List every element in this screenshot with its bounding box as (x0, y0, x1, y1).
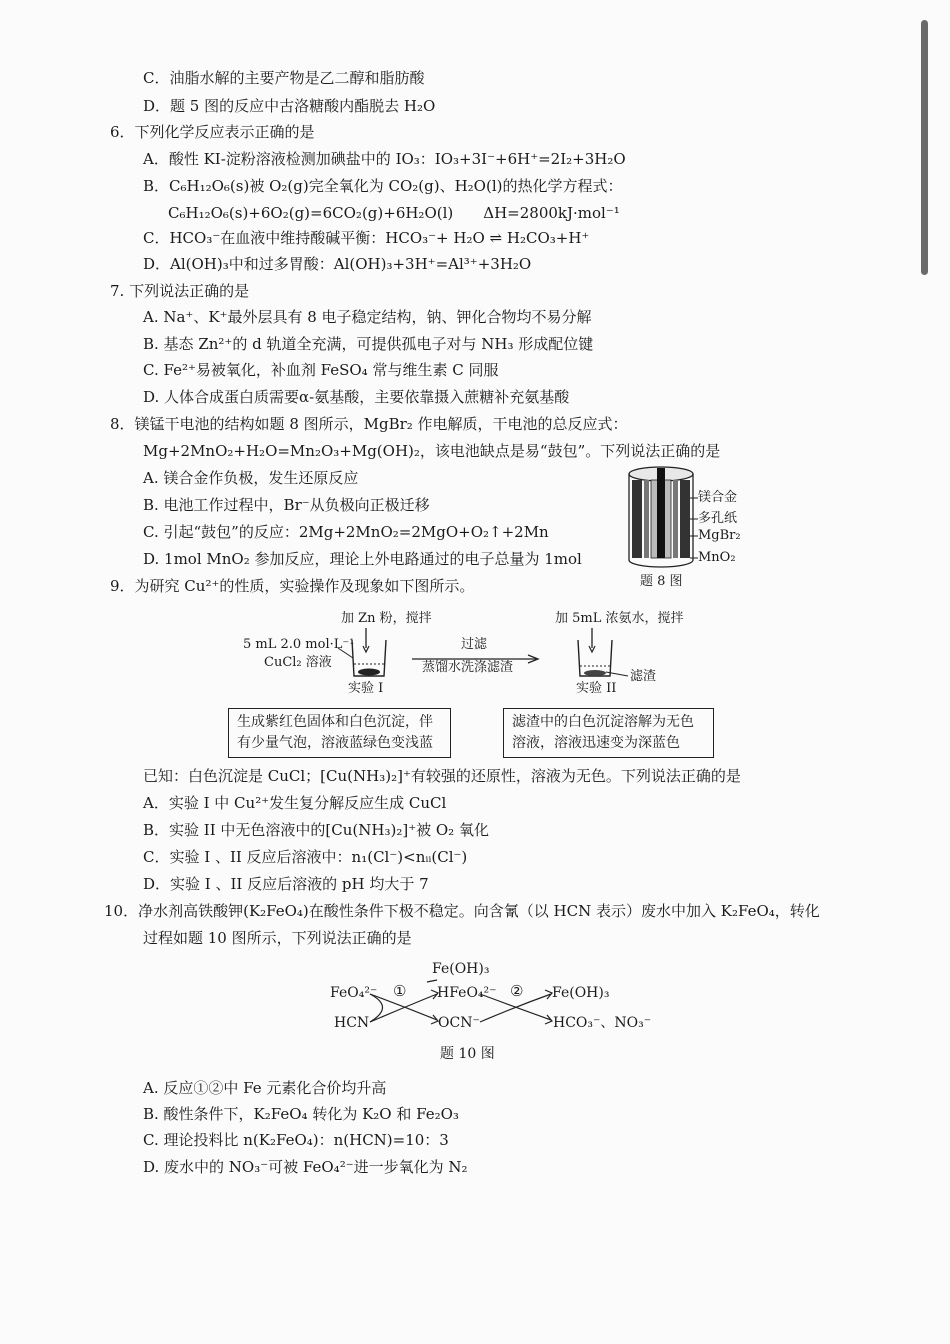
q8-stem-line2: Mg+2MnO₂+H₂O=Mn₂O₃+Mg(OH)₂，该电池缺点是易“鼓包”。下列说法正确的是 (143, 442, 721, 460)
exp2-observation-line1: 滤渣中的白色沉淀溶解为无色 (512, 714, 694, 730)
exp1-observation-box (228, 708, 451, 758)
exp1-observation-line2: 有少量气泡，溶液蓝绿色变浅蓝 (237, 735, 433, 751)
q7-stem: 7. 下列说法正确的是 (110, 282, 250, 300)
beaker-1 (346, 628, 396, 680)
q9-stem: 9．为研究 Cu²⁺的性质，实验操作及现象如下图所示。 (110, 577, 475, 595)
q5-option-d: D．题 5 图的反应中古洛糖酸内酯脱去 H₂O (143, 97, 436, 115)
fig10-arrows (365, 972, 555, 1032)
q10-option-c: C. 理论投料比 n(K₂FeO₄)：n(HCN)=10：3 (143, 1131, 449, 1149)
q9-option-d: D．实验 I 、II 反应后溶液的 pH 均大于 7 (143, 875, 429, 893)
beaker-2 (572, 628, 632, 680)
q8-option-d: D. 1mol MnO₂ 参加反应，理论上外电路通过的电子总量为 1mol (143, 550, 582, 568)
q6-option-d: D．Al(OH)₃中和过多胃酸：Al(OH)₃+3H⁺=Al³⁺+3H₂O (143, 255, 532, 273)
fig10-feoh3-top: Fe(OH)₃ (432, 961, 490, 977)
exp1-solution-name: CuCl₂ 溶液 (264, 655, 332, 670)
fig10-step1: ① (393, 982, 407, 1000)
q5-option-c: C．油脂水解的主要产物是乙二醇和脂肪酸 (143, 69, 425, 87)
q9-option-b: B．实验 II 中无色溶液中的[Cu(NH₃)₂]⁺被 O₂ 氧化 (143, 821, 489, 839)
fig10-products: HCO₃⁻、NO₃⁻ (553, 1015, 652, 1031)
scrollbar[interactable] (921, 20, 928, 275)
fig10-ocn: OCN⁻ (438, 1015, 480, 1031)
fig10-feo4: FeO₄²⁻ (330, 985, 378, 1001)
q8-stem-line1: 8．镁锰干电池的结构如题 8 图所示，MgBr₂ 作电解质，干电池的总反应式： (110, 415, 628, 433)
q9-option-a: A．实验 I 中 Cu²⁺发生复分解反应生成 CuCl (143, 794, 447, 812)
q8-option-a: A. 镁合金作负极，发生还原反应 (143, 469, 359, 487)
fig10-hfeo4: HFeO₄²⁻ (437, 985, 497, 1001)
label-mgbr2: MgBr₂ (698, 528, 741, 543)
fig8-caption: 题 8 图 (640, 574, 683, 589)
fig10-step2: ② (510, 982, 524, 1000)
arrow-step-top: 过滤 (461, 637, 488, 652)
exp2-observation-line2: 溶液，溶液迅速变为深蓝色 (512, 735, 680, 751)
fig10-hcn: HCN (334, 1015, 370, 1031)
fig10-caption: 题 10 图 (440, 1046, 495, 1062)
exp1-solution-conc: 5 mL 2.0 mol·L⁻¹ (243, 637, 355, 652)
fig10-feoh3-right: Fe(OH)₃ (552, 985, 610, 1001)
q10-stem-line2: 过程如题 10 图所示，下列说法正确的是 (143, 929, 412, 947)
q9-option-c: C．实验 I 、II 反应后溶液中：n₁(Cl⁻)<nᵢᵢ(Cl⁻) (143, 848, 468, 866)
arrow-step-bottom: 蒸馏水洗涤滤渣 (422, 660, 514, 675)
exp2-observation-box (503, 708, 714, 758)
exp2-residue-label: 滤渣 (630, 669, 657, 684)
exp1-reagent: 加 Zn 粉，搅拌 (341, 611, 432, 626)
q6-option-b-line2: C₆H₁₂O₆(s)+6O₂(g)=6CO₂(g)+6H₂O(l) ΔH=2800kJ·mol⁻¹ (168, 204, 620, 222)
exp2-reagent: 加 5mL 浓氨水，搅拌 (555, 611, 684, 626)
exp2-label: 实验 II (576, 681, 617, 696)
exp1-label: 实验 I (348, 681, 384, 696)
exp1-observation-line1: 生成紫红色固体和白色沉淀，伴 (237, 714, 433, 730)
battery-diagram (626, 466, 696, 570)
q10-option-b: B. 酸性条件下，K₂FeO₄ 转化为 K₂O 和 Fe₂O₃ (143, 1105, 459, 1123)
q7-option-c: C. Fe²⁺易被氧化，补血剂 FeSO₄ 常与维生素 C 同服 (143, 361, 499, 379)
q8-option-b: B. 电池工作过程中，Br⁻从负极向正极迁移 (143, 496, 430, 514)
label-porous-paper: 多孔纸 (698, 511, 738, 526)
q6-stem: 6．下列化学反应表示正确的是 (110, 123, 315, 141)
q7-option-b: B. 基态 Zn²⁺的 d 轨道全充满，可提供孤电子对与 NH₃ 形成配位键 (143, 335, 594, 353)
q9-known: 已知：白色沉淀是 CuCl；[Cu(NH₃)₂]⁺有较强的还原性，溶液为无色。下列说法正确的是 (143, 767, 741, 785)
q10-stem-line1: 10．净水剂高铁酸钾(K₂FeO₄)在酸性条件下极不稳定。向含氰（以 HCN 表示）废水中加入 K₂FeO₄，转化 (104, 902, 820, 920)
q6-option-b-line1: B．C₆H₁₂O₆(s)被 O₂(g)完全氧化为 CO₂(g)、H₂O(l)的热化学方程式： (143, 177, 623, 195)
q6-option-c: C．HCO₃⁻在血液中维持酸碱平衡：HCO₃⁻+ H₂O ⇌ H₂CO₃+H⁺ (143, 229, 590, 247)
q7-option-a: A. Na⁺、K⁺最外层具有 8 电子稳定结构，钠、钾化合物均不易分解 (143, 308, 592, 326)
label-mno2: MnO₂ (698, 550, 736, 565)
q8-option-c: C. 引起“鼓包”的反应：2Mg+2MnO₂=2MgO+O₂↑+2Mn (143, 523, 549, 541)
q7-option-d: D. 人体合成蛋白质需要α-氨基酸，主要依靠摄入蔗糖补充氨基酸 (143, 388, 570, 406)
q10-option-d: D. 废水中的 NO₃⁻可被 FeO₄²⁻进一步氧化为 N₂ (143, 1158, 468, 1176)
label-mg-alloy: 镁合金 (698, 490, 738, 505)
q10-option-a: A. 反应①②中 Fe 元素化合价均升高 (143, 1079, 387, 1097)
q6-option-a: A．酸性 KI-淀粉溶液检测加碘盐中的 IO₃：IO₃+3I⁻+6H⁺=2I₂+3H₂O (143, 150, 626, 168)
